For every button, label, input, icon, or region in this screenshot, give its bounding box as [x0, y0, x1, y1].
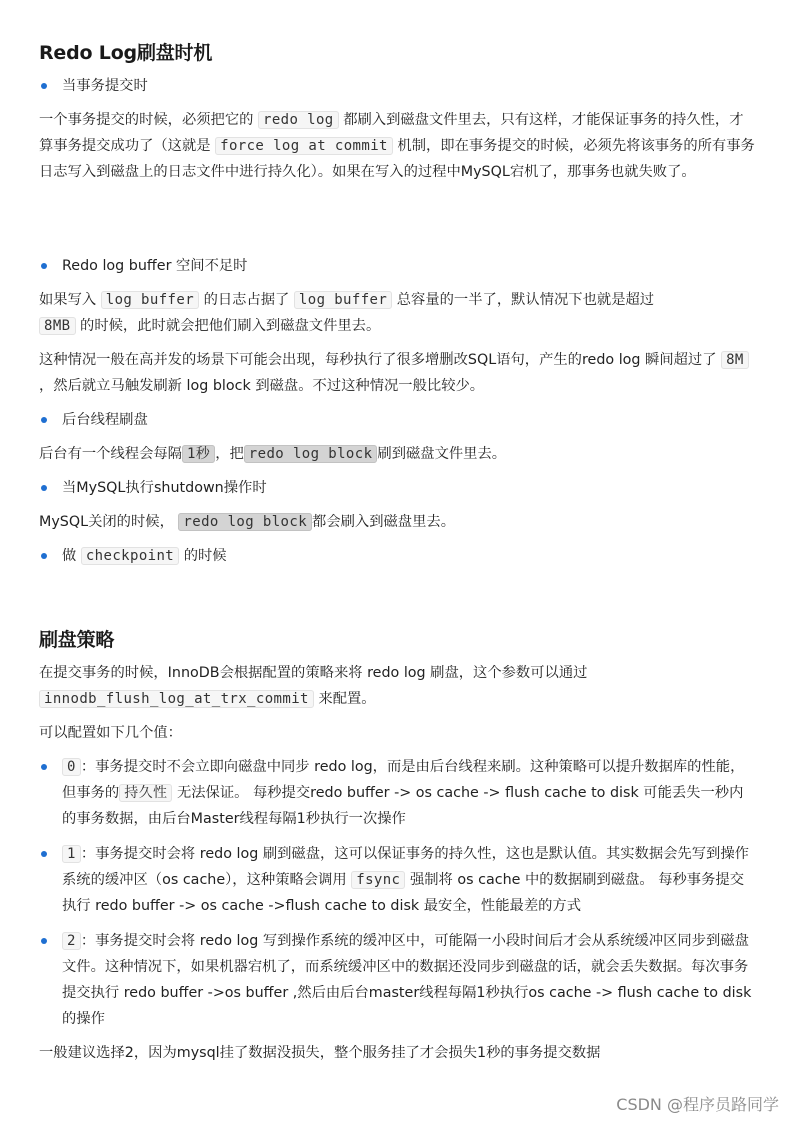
- bullet-icon: [41, 764, 47, 770]
- inline-code: 8MB: [39, 317, 76, 335]
- list-item-option-2: [39, 928, 755, 1032]
- inline-code: 8M: [721, 351, 749, 369]
- inline-code: 1秒: [182, 445, 215, 463]
- paragraph-shutdown: MySQL关闭的时候， redo log block 都会刷入到磁盘里去。: [39, 514, 455, 530]
- inline-code: 2: [62, 932, 81, 950]
- bullet-icon: [41, 851, 47, 857]
- inline-code: redo log block: [244, 445, 378, 463]
- list-item-label: 当事务提交时: [62, 78, 148, 94]
- list-item-buffer-full: [39, 253, 755, 279]
- list-item-label: 当MySQL执行shutdown操作时: [62, 480, 267, 496]
- list-item-label: Redo log buffer 空间不足时: [62, 258, 248, 274]
- paragraph-high-concurrency: 这种情况一般在高并发的场景下可能会出现，每秒执行了很多增删改SQL语句，产生的redo log 瞬间超过了 8M ，然后就立马触发刷新 log block 到磁盘。不过这种情况一般比较少。: [39, 347, 755, 399]
- list-item-background-thread: [39, 407, 755, 433]
- inline-code: log buffer: [101, 291, 199, 309]
- list-item-label: 0 ：事务提交时不会立即向磁盘中同步 redo log，而是由后台线程来刷。这种策略可以提升数据库的性能，但事务的 持久性 无法保证。 每秒提交redo buffer -> os cache -> flush cache to disk 可能丢失一秒内的事务数据，由后台Master线程每隔1秒执行一次操作: [62, 759, 745, 827]
- list-item-option-0: [39, 754, 755, 832]
- inline-code: checkpoint: [81, 547, 179, 565]
- list-item-label: 后台线程刷盘: [62, 412, 148, 428]
- paragraph-config-values: 可以配置如下几个值：: [39, 725, 182, 741]
- bullet-icon: [41, 417, 47, 423]
- list-item-label: 2 ：事务提交时会将 redo log 写到操作系统的缓冲区中，可能隔一小段时间后才会从系统缓冲区同步到磁盘文件。这种情况下，如果机器宕机了，而系统缓冲区中的数据还没同步到磁盘的话，就会丢失数据。每次事务提交执行 redo buffer ->os buffer ,然后由后台master线程每隔1秒执行os cache -> flush cache to disk 的操作: [62, 933, 752, 1027]
- inline-code: 0: [62, 758, 81, 776]
- inline-code: innodb_flush_log_at_trx_commit: [39, 690, 314, 708]
- list-item-label: 做 checkpoint 的时候: [62, 548, 227, 564]
- section-heading-redo-flush-timing: Redo Log刷盘时机: [39, 42, 213, 64]
- paragraph-recommendation: 一般建议选择2，因为mysql挂了数据没损失，整个服务挂了才会损失1秒的事务提交数据: [39, 1045, 601, 1061]
- bullet-icon: [41, 83, 47, 89]
- paragraph-strategy-intro: 在提交事务的时候，InnoDB会根据配置的策略来将 redo log 刷盘，这个参数可以通过 innodb_flush_log_at_trx_commit 来配置。: [39, 665, 588, 707]
- inline-code: fsync: [351, 871, 405, 889]
- bullet-icon: [41, 485, 47, 491]
- list-item-checkpoint: [39, 543, 755, 569]
- paragraph-commit-explanation: 一个事务提交的时候，必须把它的 redo log 都刷入到磁盘文件里去，只有这样，才能保证事务的持久性，才算事务提交成功了（这就是 force log at commit 机制，即在事务提交的时候，必须先将该事务的所有事务日志写入到磁盘上的日志文件中进行持久化）。如果在写入的过程中MySQL宕机了，那事务也就失败了。: [39, 112, 755, 180]
- inline-code: 1: [62, 845, 81, 863]
- inline-code: 持久性: [119, 784, 172, 802]
- bullet-icon: [41, 263, 47, 269]
- section-heading-flush-strategy: 刷盘策略: [39, 629, 115, 651]
- bullet-icon: [41, 938, 47, 944]
- inline-code: log buffer: [294, 291, 392, 309]
- bullet-icon: [41, 553, 47, 559]
- list-item-label: 1 ：事务提交时会将 redo log 刷到磁盘，这可以保证事务的持久性，这也是默认值。其实数据会先写到操作系统的缓冲区（os cache），这种策略会调用 fsync 强制将 os cache 中的数据刷到磁盘。 每秒事务提交执行 redo buffer -> os cache ->flush cache to disk 最安全，性能最差的方式: [62, 846, 749, 914]
- list-item-option-1: [39, 841, 755, 919]
- list-item-shutdown: [39, 475, 755, 501]
- inline-code: redo log: [258, 111, 339, 129]
- paragraph-background-thread: 后台有一个线程会每隔 1秒 ，把 redo log block 刷到磁盘文件里去。: [39, 446, 507, 462]
- paragraph-buffer-half: 如果写入 log buffer 的日志占据了 log buffer 总容量的一半了，默认情况下也就是超过 8MB 的时候，此时就会把他们刷入到磁盘文件里去。: [39, 292, 655, 334]
- watermark: CSDN @程序员路同学: [616, 1095, 779, 1114]
- inline-code: redo log block: [178, 513, 312, 531]
- list-item-on-commit: [39, 73, 755, 99]
- inline-code: force log at commit: [215, 137, 393, 155]
